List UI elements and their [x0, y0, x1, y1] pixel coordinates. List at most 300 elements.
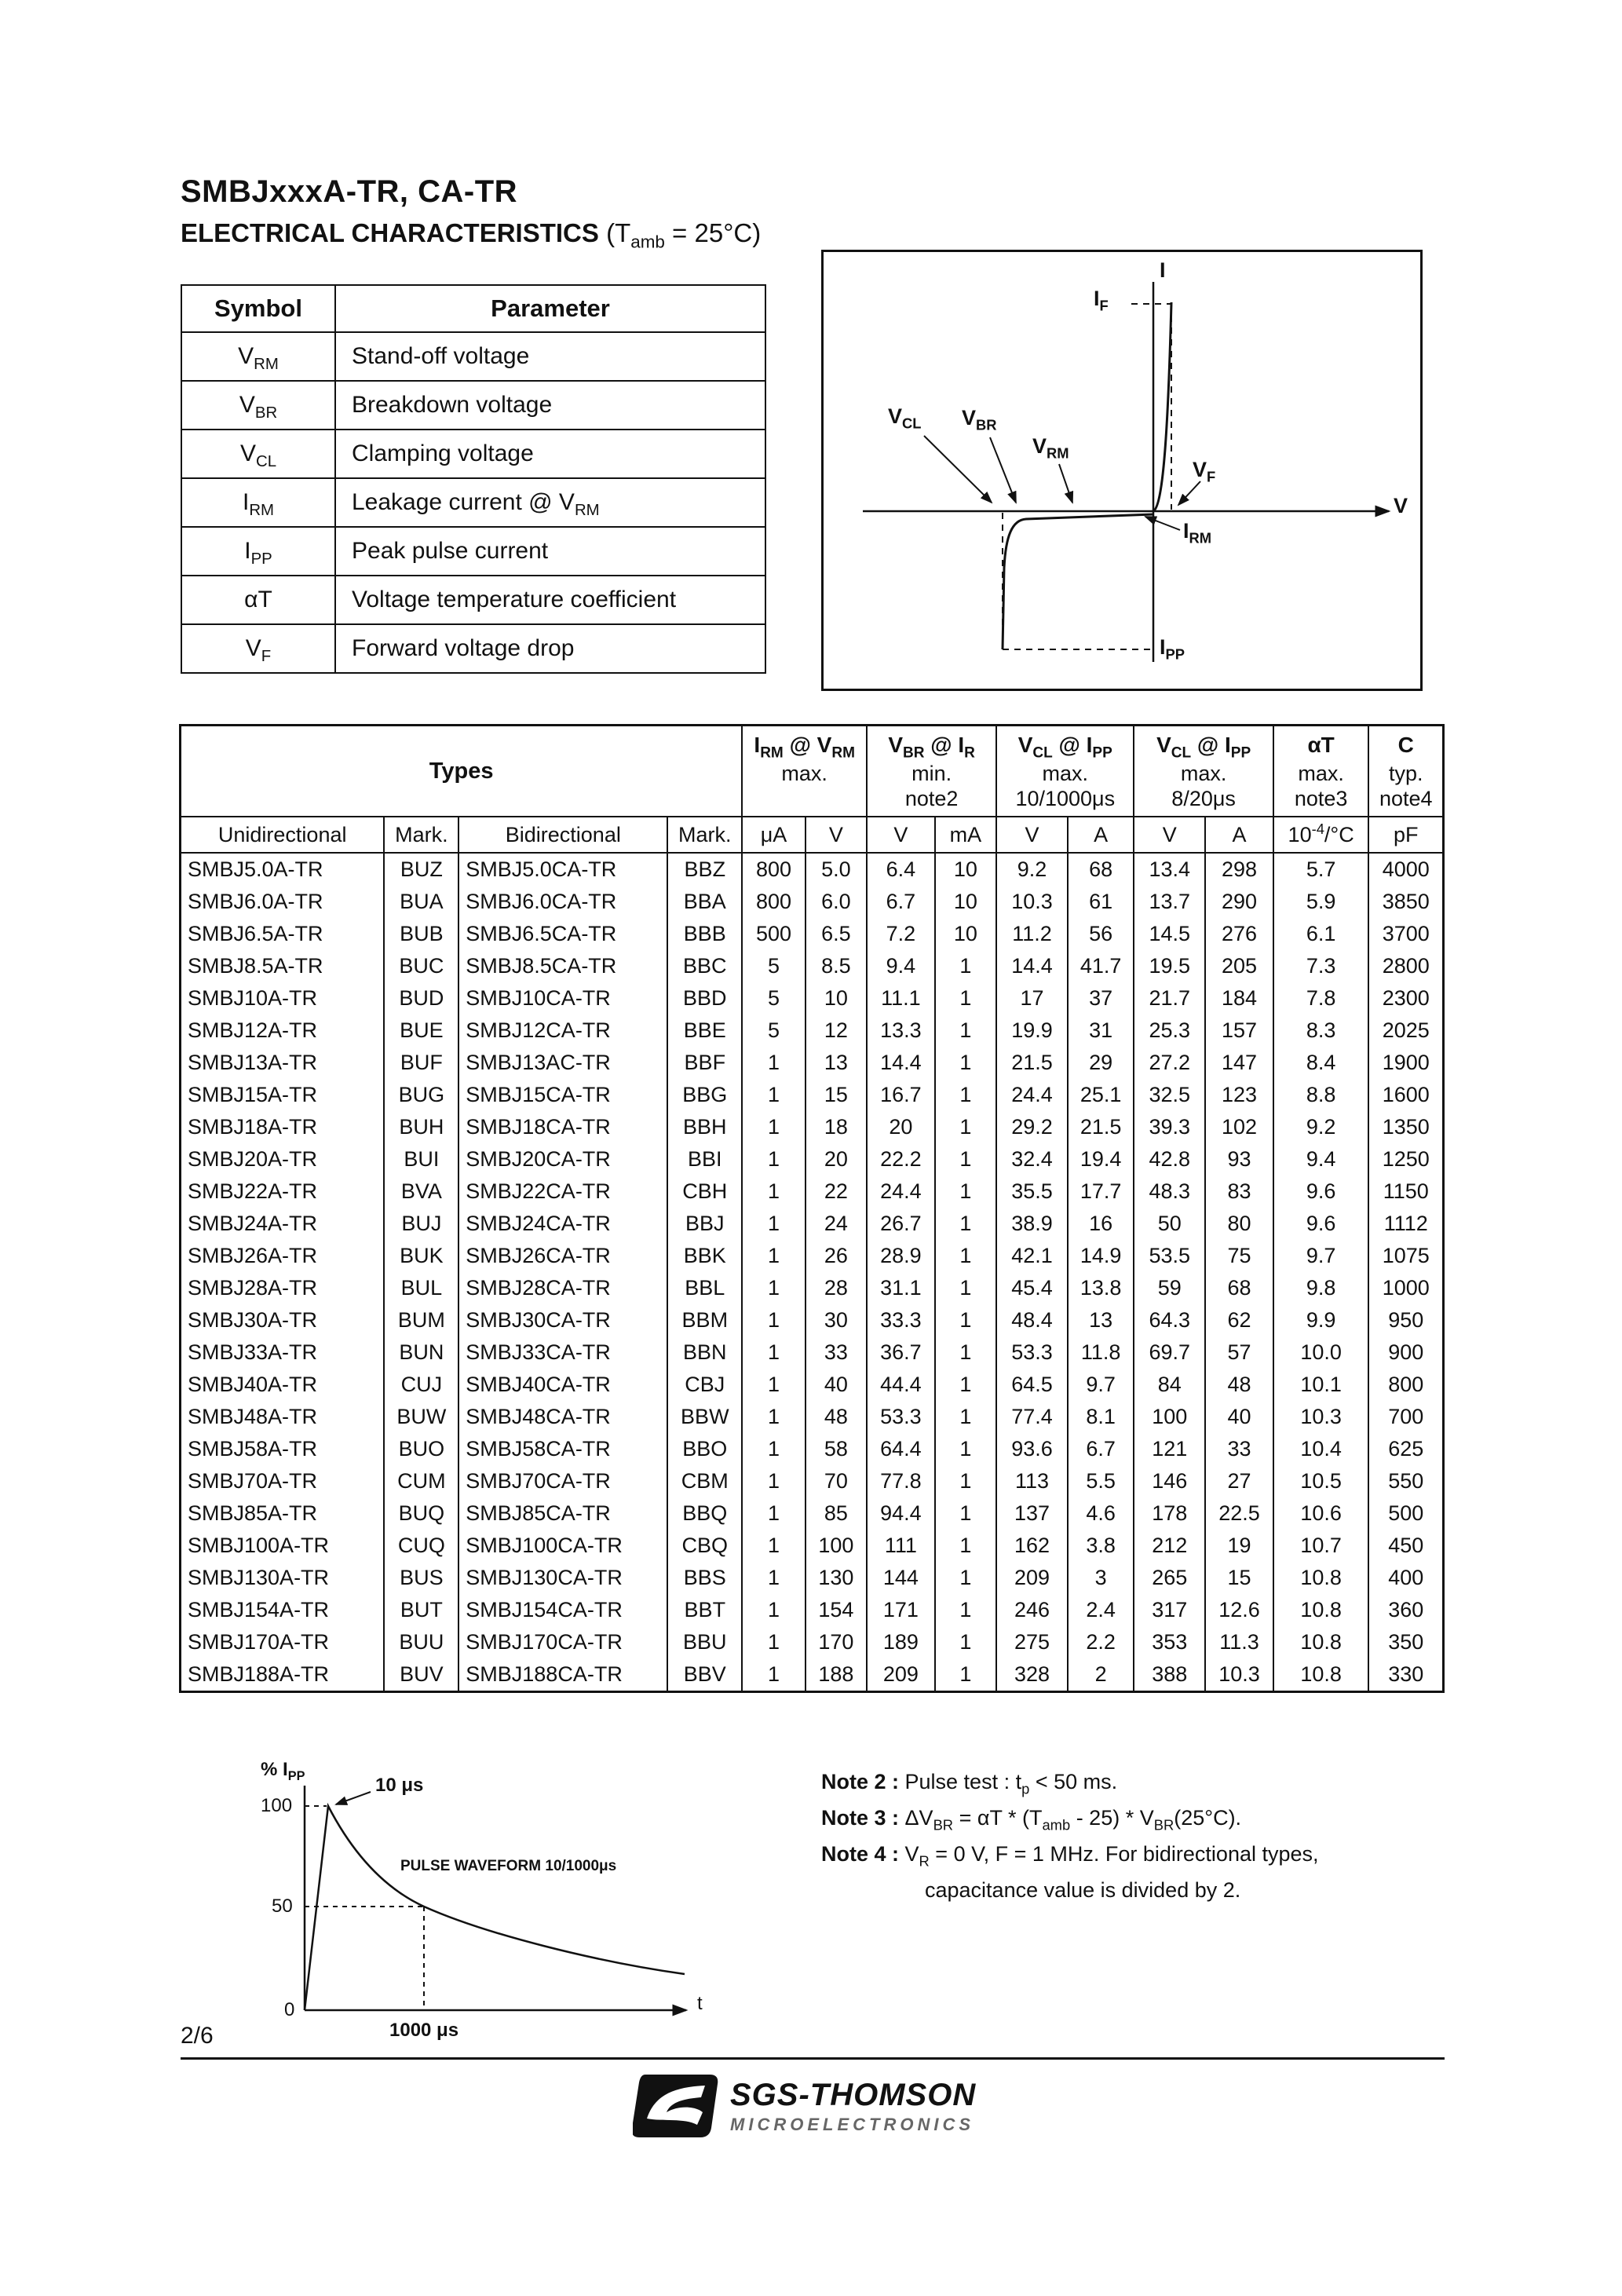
vrm-cell: 12 — [806, 1015, 867, 1047]
note-continuation: capacitance value is divided by 2. — [925, 1878, 1241, 1902]
ipp-8-20-cell: 80 — [1205, 1208, 1273, 1240]
ipp-10-1000-cell: 16 — [1068, 1208, 1134, 1240]
ipp-10-1000-cell: 19.4 — [1068, 1143, 1134, 1175]
unidirectional-cell: SMBJ5.0A-TR — [181, 853, 385, 886]
irm-max-cell: 1 — [742, 1530, 805, 1562]
unidirectional-cell: SMBJ15A-TR — [181, 1079, 385, 1111]
bidirectional-cell: SMBJ8.5CA-TR — [458, 950, 667, 982]
vbr-min-cell: 64.4 — [867, 1433, 935, 1465]
mark-cell: BBE — [667, 1015, 742, 1047]
capacitance-cell: 1000 — [1368, 1272, 1443, 1304]
mark-cell: BBB — [667, 918, 742, 950]
alpha-t-cell: 10.8 — [1273, 1658, 1369, 1692]
vrm-cell: 48 — [806, 1401, 867, 1433]
mark-cell: CUQ — [384, 1530, 458, 1562]
unidirectional-cell: SMBJ18A-TR — [181, 1111, 385, 1143]
irm-max-cell: 800 — [742, 886, 805, 918]
vcl-8-20-cell: 27.2 — [1134, 1047, 1205, 1079]
mark-cell: BBZ — [667, 853, 742, 886]
ir-cell: 1 — [935, 1015, 996, 1047]
subheader-line: max. — [1042, 762, 1089, 785]
alpha-t-cell: 9.9 — [1273, 1304, 1369, 1336]
st-logo-icon — [633, 2071, 719, 2141]
unit-v-header: V — [1134, 817, 1205, 853]
ipp-10-1000-cell: 2 — [1068, 1658, 1134, 1692]
capacitance-cell: 4000 — [1368, 853, 1443, 886]
table-row — [181, 1562, 1444, 1594]
capacitance-cell: 1150 — [1368, 1175, 1443, 1208]
symbol-row — [181, 478, 765, 527]
unit-a-header: A — [1068, 817, 1134, 853]
subheader-line: note2 — [904, 787, 959, 810]
mark-header: Mark. — [667, 817, 742, 853]
column-header-row — [181, 817, 1444, 853]
unit-ma-header: mA — [935, 817, 996, 853]
alpha-t-cell: 8.8 — [1273, 1079, 1369, 1111]
table-row — [181, 1015, 1444, 1047]
unidirectional-cell: SMBJ24A-TR — [181, 1208, 385, 1240]
capacitance-cell: 550 — [1368, 1465, 1443, 1497]
vbr-min-cell: 111 — [867, 1530, 935, 1562]
subheader-line: min. — [911, 762, 952, 785]
irm-max-cell: 5 — [742, 1015, 805, 1047]
vbr-min-cell: 171 — [867, 1594, 935, 1626]
ipp-10-1000-cell: 9.7 — [1068, 1369, 1134, 1401]
ipp-10-1000-cell: 5.5 — [1068, 1465, 1134, 1497]
unit-pf-header: pF — [1368, 817, 1443, 853]
subheader-line: max. — [1180, 762, 1227, 785]
mark-cell: BBQ — [667, 1497, 742, 1530]
vcl-10-1000-cell: 24.4 — [996, 1079, 1068, 1111]
alpha-t-cell: 9.6 — [1273, 1208, 1369, 1240]
unidirectional-cell: SMBJ85A-TR — [181, 1497, 385, 1530]
unidirectional-cell: SMBJ12A-TR — [181, 1015, 385, 1047]
table-row — [181, 1369, 1444, 1401]
capacitance-cell: 2025 — [1368, 1015, 1443, 1047]
irm-max-cell: 1 — [742, 1336, 805, 1369]
vcl-8-20-cell: 121 — [1134, 1433, 1205, 1465]
vcl-at-ipp-10-1000-header: $V_{CL}$ @ $I_{PP}$ — [996, 726, 1134, 760]
capacitance-cell: 3700 — [1368, 918, 1443, 950]
vcl-8-20-cell: 317 — [1134, 1594, 1205, 1626]
capacitance-cell: 360 — [1368, 1594, 1443, 1626]
alpha-t-cell: 8.4 — [1273, 1047, 1369, 1079]
ir-cell: 1 — [935, 1530, 996, 1562]
mark-cell: BBG — [667, 1079, 742, 1111]
vcl-10-1000-cell: 45.4 — [996, 1272, 1068, 1304]
table-row — [181, 1240, 1444, 1272]
alpha-t-cell: 9.8 — [1273, 1272, 1369, 1304]
vrm-cell: 15 — [806, 1079, 867, 1111]
vbr-at-ir-header: $V_{BR}$ @ $I_R$ — [867, 726, 996, 760]
mark-cell: CUJ — [384, 1369, 458, 1401]
ipp-10-1000-cell: 29 — [1068, 1047, 1134, 1079]
ipp-10-1000-cell: 4.6 — [1068, 1497, 1134, 1530]
subheader-line: note4 — [1379, 787, 1433, 810]
mark-cell: BBN — [667, 1336, 742, 1369]
vbr-min-cell: 22.2 — [867, 1143, 935, 1175]
ipp-10-1000-cell: 6.7 — [1068, 1433, 1134, 1465]
symbol-row — [181, 381, 765, 430]
waveform-x-axis-label: t — [697, 1993, 703, 2014]
mark-cell: CBQ — [667, 1530, 742, 1562]
capacitance-cell: 330 — [1368, 1658, 1443, 1692]
ipp-8-20-cell: 22.5 — [1205, 1497, 1273, 1530]
bidirectional-cell: SMBJ18CA-TR — [458, 1111, 667, 1143]
vcl-10-1000-cell: 17 — [996, 982, 1068, 1015]
unidirectional-cell: SMBJ6.5A-TR — [181, 918, 385, 950]
mark-cell: BUZ — [384, 853, 458, 886]
parameter-cell: Breakdown voltage — [335, 381, 765, 430]
symbol-table-body — [181, 332, 765, 673]
subheader-line: note3 — [1294, 787, 1348, 810]
mark-cell: BUS — [384, 1562, 458, 1594]
unidirectional-header: Unidirectional — [181, 817, 385, 853]
vbr-min-cell: 44.4 — [867, 1369, 935, 1401]
vrm-cell: 30 — [806, 1304, 867, 1336]
vbr-min-cell: 53.3 — [867, 1401, 935, 1433]
vbr-min-cell: 94.4 — [867, 1497, 935, 1530]
ir-cell: 1 — [935, 1240, 996, 1272]
ir-cell: 1 — [935, 1175, 996, 1208]
unidirectional-cell: SMBJ13A-TR — [181, 1047, 385, 1079]
capacitance-cell: 1350 — [1368, 1111, 1443, 1143]
ir-cell: 1 — [935, 1047, 996, 1079]
ir-cell: 1 — [935, 1304, 996, 1336]
symbol-row — [181, 576, 765, 624]
bidirectional-cell: SMBJ15CA-TR — [458, 1079, 667, 1111]
ipp-10-1000-cell: 56 — [1068, 918, 1134, 950]
vrm-cell: 8.5 — [806, 950, 867, 982]
vrm-cell: 6.5 — [806, 918, 867, 950]
alpha-t-cell: 8.3 — [1273, 1015, 1369, 1047]
section-title — [181, 218, 762, 252]
note: Note 2 : Pulse test : $t_p < 50$ ms. — [821, 1770, 1118, 1797]
unidirectional-cell: SMBJ70A-TR — [181, 1465, 385, 1497]
subheader-line: 10/1000μs — [1015, 787, 1116, 810]
ipp-8-20-cell: 276 — [1205, 918, 1273, 950]
vcl-10-1000-cell: 32.4 — [996, 1143, 1068, 1175]
unidirectional-cell: SMBJ20A-TR — [181, 1143, 385, 1175]
capacitance-cell: 350 — [1368, 1626, 1443, 1658]
unidirectional-cell: SMBJ48A-TR — [181, 1401, 385, 1433]
irm-max-cell: 5 — [742, 982, 805, 1015]
mark-cell: BBU — [667, 1626, 742, 1658]
vrm-cell: 85 — [806, 1497, 867, 1530]
electrical-characteristics-table — [179, 724, 1445, 1693]
irm-max-cell: 1 — [742, 1433, 805, 1465]
ipp-10-1000-cell: 13 — [1068, 1304, 1134, 1336]
v-axis-label: V — [1394, 494, 1408, 517]
vrm-cell: 100 — [806, 1530, 867, 1562]
irm-max-cell: 500 — [742, 918, 805, 950]
vcl-10-1000-subheader — [996, 759, 1134, 817]
vcl-10-1000-cell: 9.2 — [996, 853, 1068, 886]
ir-cell: 1 — [935, 1465, 996, 1497]
mark-cell: CBH — [667, 1175, 742, 1208]
mark-cell: BBS — [667, 1562, 742, 1594]
bidirectional-cell: SMBJ130CA-TR — [458, 1562, 667, 1594]
subheader-line: max. — [1298, 762, 1344, 785]
bidirectional-cell: SMBJ30CA-TR — [458, 1304, 667, 1336]
capacitance-cell: 1600 — [1368, 1079, 1443, 1111]
vcl-8-20-cell: 265 — [1134, 1562, 1205, 1594]
unidirectional-cell: SMBJ22A-TR — [181, 1175, 385, 1208]
note: Note 4 : $V_R = 0$ V, F = 1 MHz. For bidirectional types, — [821, 1842, 1319, 1870]
irm-max-cell: 1 — [742, 1111, 805, 1143]
mark-cell: BUJ — [384, 1208, 458, 1240]
symbol-row — [181, 624, 765, 673]
alpha-t-cell: 10.0 — [1273, 1336, 1369, 1369]
mark-cell: BVA — [384, 1175, 458, 1208]
bidirectional-cell: SMBJ48CA-TR — [458, 1401, 667, 1433]
table-row — [181, 886, 1444, 918]
vrm-cell: 20 — [806, 1143, 867, 1175]
ir-cell: 1 — [935, 1079, 996, 1111]
alpha-t-cell: 10.1 — [1273, 1369, 1369, 1401]
vcl-at-ipp-8-20-header: $V_{CL}$ @ $I_{PP}$ — [1134, 726, 1273, 760]
bidirectional-cell: SMBJ40CA-TR — [458, 1369, 667, 1401]
table-row — [181, 1626, 1444, 1658]
ipp-10-1000-cell: 21.5 — [1068, 1111, 1134, 1143]
vrm-cell: 26 — [806, 1240, 867, 1272]
capacitance-cell: 2800 — [1368, 950, 1443, 982]
irm-max-cell: 800 — [742, 853, 805, 886]
alpha-t-cell: 10.7 — [1273, 1530, 1369, 1562]
section-condition: $(T_{amb} = 25^\circ C)$ — [606, 218, 762, 252]
ir-cell: 1 — [935, 1594, 996, 1626]
vcl-8-20-cell: 21.7 — [1134, 982, 1205, 1015]
subheader-line: max. — [781, 762, 827, 785]
parameter-cell: Peak pulse current — [335, 527, 765, 576]
brand-name: SGS-THOMSON — [730, 2077, 977, 2112]
ipp-label: $I_{PP}$ — [1160, 635, 1185, 663]
irm-at-vrm-header: $I_{RM}$ @ $V_{RM}$ — [742, 726, 867, 760]
symbol-row — [181, 430, 765, 478]
waveform-drawing — [226, 1757, 729, 2071]
main-table-body — [181, 853, 1444, 1692]
irm-max-cell: 1 — [742, 1626, 805, 1658]
vbr-min-cell: 9.4 — [867, 950, 935, 982]
vcl-8-20-cell: 25.3 — [1134, 1015, 1205, 1047]
vcl-10-1000-cell: 11.2 — [996, 918, 1068, 950]
symbol-cell: $V_{CL}$ — [181, 430, 335, 478]
alpha-t-cell: 10.8 — [1273, 1626, 1369, 1658]
vf-label: $V_F$ — [1193, 458, 1216, 485]
vcl-8-20-cell: 69.7 — [1134, 1336, 1205, 1369]
vcl-8-20-cell: 353 — [1134, 1626, 1205, 1658]
vcl-8-20-cell: 32.5 — [1134, 1079, 1205, 1111]
unidirectional-cell: SMBJ30A-TR — [181, 1304, 385, 1336]
unidirectional-cell: SMBJ26A-TR — [181, 1240, 385, 1272]
symbol-cell: $V_{BR}$ — [181, 381, 335, 430]
waveform-peak-label: 10 μs — [375, 1775, 424, 1796]
table-row — [181, 853, 1444, 886]
table-row — [181, 1208, 1444, 1240]
ipp-10-1000-cell: 61 — [1068, 886, 1134, 918]
vcl-10-1000-cell: 328 — [996, 1658, 1068, 1692]
irm-subheader — [742, 759, 867, 817]
ipp-8-20-cell: 11.3 — [1205, 1626, 1273, 1658]
bidirectional-cell: SMBJ6.5CA-TR — [458, 918, 667, 950]
vrm-cell: 130 — [806, 1562, 867, 1594]
table-row — [181, 1401, 1444, 1433]
bidirectional-cell: SMBJ12CA-TR — [458, 1015, 667, 1047]
alpha-t-cell: 9.6 — [1273, 1175, 1369, 1208]
vbr-min-cell: 6.4 — [867, 853, 935, 886]
vbr-min-cell: 7.2 — [867, 918, 935, 950]
bidirectional-cell: SMBJ26CA-TR — [458, 1240, 667, 1272]
vbr-min-cell: 33.3 — [867, 1304, 935, 1336]
mark-cell: CUM — [384, 1465, 458, 1497]
ir-cell: 1 — [935, 982, 996, 1015]
alpha-t-cell: 10.8 — [1273, 1594, 1369, 1626]
mark-cell: BUO — [384, 1433, 458, 1465]
capacitance-cell: 1900 — [1368, 1047, 1443, 1079]
mark-cell: CBM — [667, 1465, 742, 1497]
vrm-cell: 58 — [806, 1433, 867, 1465]
ipp-8-20-cell: 62 — [1205, 1304, 1273, 1336]
iv-characteristic-diagram — [821, 250, 1423, 691]
vbr-min-cell: 26.7 — [867, 1208, 935, 1240]
page-title: SMBJxxxA-TR, CA-TR — [181, 174, 518, 209]
vrm-cell: 5.0 — [806, 853, 867, 886]
bidirectional-cell: SMBJ188CA-TR — [458, 1658, 667, 1692]
capacitance-cell: 625 — [1368, 1433, 1443, 1465]
vcl-8-20-cell: 146 — [1134, 1465, 1205, 1497]
ipp-10-1000-cell: 14.9 — [1068, 1240, 1134, 1272]
ir-cell: 1 — [935, 1562, 996, 1594]
mark-cell: BBV — [667, 1658, 742, 1692]
bidirectional-cell: SMBJ85CA-TR — [458, 1497, 667, 1530]
vcl-label: $V_{CL}$ — [888, 404, 922, 432]
mark-cell: BUK — [384, 1240, 458, 1272]
bidirectional-header: Bidirectional — [458, 817, 667, 853]
bidirectional-cell: SMBJ154CA-TR — [458, 1594, 667, 1626]
vcl-8-20-cell: 13.4 — [1134, 853, 1205, 886]
capacitance-cell: 950 — [1368, 1304, 1443, 1336]
vcl-8-20-cell: 50 — [1134, 1208, 1205, 1240]
bidirectional-cell: SMBJ20CA-TR — [458, 1143, 667, 1175]
types-header: Types — [181, 726, 743, 817]
vcl-8-20-subheader — [1134, 759, 1273, 817]
ipp-8-20-cell: 10.3 — [1205, 1658, 1273, 1692]
mark-cell: BUV — [384, 1658, 458, 1692]
ir-cell: 1 — [935, 1208, 996, 1240]
vbr-min-cell: 14.4 — [867, 1047, 935, 1079]
mark-cell: BUQ — [384, 1497, 458, 1530]
mark-cell: BBO — [667, 1433, 742, 1465]
vcl-8-20-cell: 84 — [1134, 1369, 1205, 1401]
vcl-10-1000-cell: 113 — [996, 1465, 1068, 1497]
vrm-cell: 33 — [806, 1336, 867, 1369]
ipp-10-1000-cell: 13.8 — [1068, 1272, 1134, 1304]
vbr-min-cell: 209 — [867, 1658, 935, 1692]
table-row — [181, 1530, 1444, 1562]
ipp-10-1000-cell: 3.8 — [1068, 1530, 1134, 1562]
vcl-10-1000-cell: 77.4 — [996, 1401, 1068, 1433]
waveform-x-marker: 1000 μs — [389, 2020, 459, 2041]
unidirectional-cell: SMBJ154A-TR — [181, 1594, 385, 1626]
unidirectional-cell: SMBJ170A-TR — [181, 1626, 385, 1658]
vcl-10-1000-cell: 93.6 — [996, 1433, 1068, 1465]
unidirectional-cell: SMBJ40A-TR — [181, 1369, 385, 1401]
table-row — [181, 1111, 1444, 1143]
ipp-10-1000-cell: 37 — [1068, 982, 1134, 1015]
symbol-cell: $I_{PP}$ — [181, 527, 335, 576]
mark-cell: CBJ — [667, 1369, 742, 1401]
alpha-t-cell: 10.8 — [1273, 1562, 1369, 1594]
irm-max-cell: 1 — [742, 1272, 805, 1304]
mark-cell: BUN — [384, 1336, 458, 1369]
ir-cell: 10 — [935, 886, 996, 918]
vcl-8-20-cell: 48.3 — [1134, 1175, 1205, 1208]
irm-max-cell: 1 — [742, 1175, 805, 1208]
bidirectional-cell: SMBJ70CA-TR — [458, 1465, 667, 1497]
mark-cell: BBC — [667, 950, 742, 982]
symbol-parameter-table — [181, 284, 766, 674]
bidirectional-cell: SMBJ170CA-TR — [458, 1626, 667, 1658]
irm-max-cell: 1 — [742, 1079, 805, 1111]
mark-cell: BUI — [384, 1143, 458, 1175]
irm-max-cell: 1 — [742, 1594, 805, 1626]
ir-cell: 1 — [935, 1433, 996, 1465]
capacitance-cell: 500 — [1368, 1497, 1443, 1530]
irm-max-cell: 1 — [742, 1497, 805, 1530]
symbol-cell: $I_{RM}$ — [181, 478, 335, 527]
ipp-10-1000-cell: 2.2 — [1068, 1626, 1134, 1658]
ipp-8-20-cell: 33 — [1205, 1433, 1273, 1465]
subheader-line: 8/20μs — [1171, 787, 1236, 810]
vcl-10-1000-cell: 14.4 — [996, 950, 1068, 982]
alpha-t-cell: 9.4 — [1273, 1143, 1369, 1175]
irm-max-cell: 1 — [742, 1369, 805, 1401]
vcl-8-20-cell: 212 — [1134, 1530, 1205, 1562]
ipp-8-20-cell: 298 — [1205, 853, 1273, 886]
vbr-min-cell: 24.4 — [867, 1175, 935, 1208]
mark-cell: BBJ — [667, 1208, 742, 1240]
capacitance-cell: 3850 — [1368, 886, 1443, 918]
ir-cell: 1 — [935, 1272, 996, 1304]
irm-max-cell: 1 — [742, 1047, 805, 1079]
irm-max-cell: 1 — [742, 1401, 805, 1433]
vcl-8-20-cell: 178 — [1134, 1497, 1205, 1530]
mark-cell: BBM — [667, 1304, 742, 1336]
alpha-t-cell: 10.4 — [1273, 1433, 1369, 1465]
mark-cell: BBW — [667, 1401, 742, 1433]
alpha-t-cell: 5.7 — [1273, 853, 1369, 886]
alpha-t-cell: 10.5 — [1273, 1465, 1369, 1497]
ipp-8-20-cell: 205 — [1205, 950, 1273, 982]
ir-cell: 10 — [935, 918, 996, 950]
mark-cell: BBF — [667, 1047, 742, 1079]
vcl-8-20-cell: 388 — [1134, 1658, 1205, 1692]
ipp-10-1000-cell: 25.1 — [1068, 1079, 1134, 1111]
mark-cell: BUM — [384, 1304, 458, 1336]
alpha-t-cell: 9.2 — [1273, 1111, 1369, 1143]
unidirectional-cell: SMBJ33A-TR — [181, 1336, 385, 1369]
vcl-10-1000-cell: 137 — [996, 1497, 1068, 1530]
vbr-min-cell: 77.8 — [867, 1465, 935, 1497]
vrm-cell: 22 — [806, 1175, 867, 1208]
irm-max-cell: 1 — [742, 1208, 805, 1240]
mark-cell: BBL — [667, 1272, 742, 1304]
ipp-10-1000-cell: 31 — [1068, 1015, 1134, 1047]
subheader-line: typ. — [1388, 762, 1423, 785]
footer-rule — [181, 2057, 1445, 2060]
table-row — [181, 1304, 1444, 1336]
table-row — [181, 1497, 1444, 1530]
